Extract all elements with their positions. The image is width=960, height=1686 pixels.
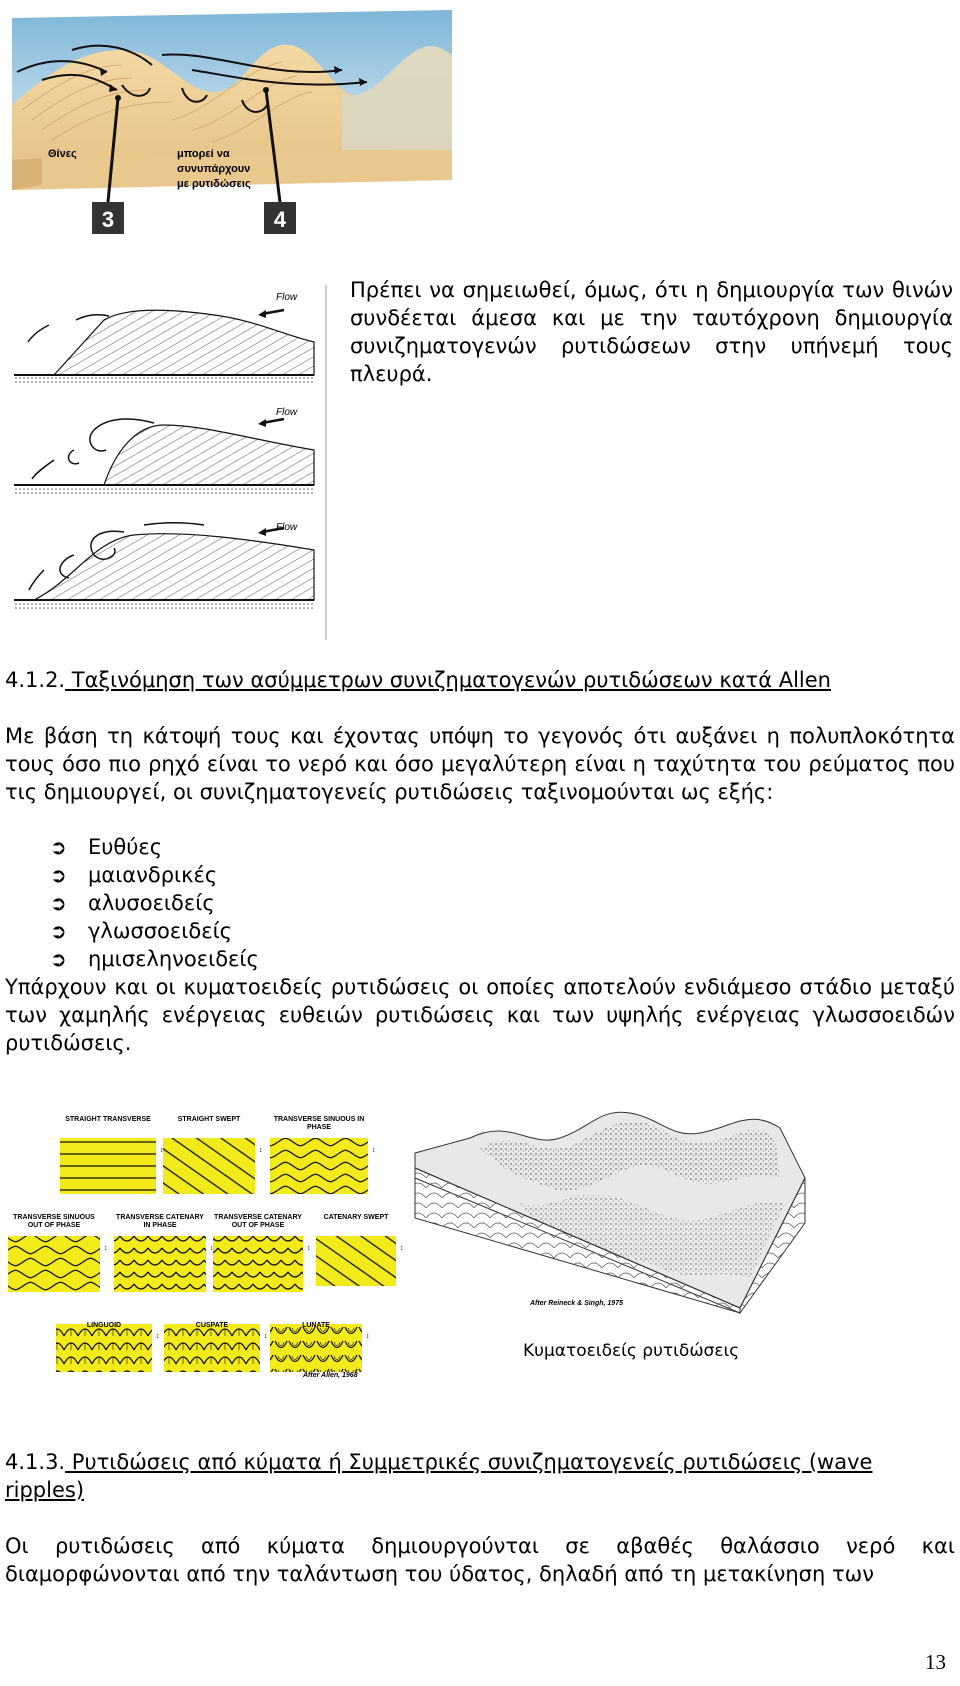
ripple-panel-label: TRANSVERSE CATENARY OUT OF PHASE — [214, 1214, 302, 1229]
ripple-panel-label: CUSPATE — [195, 1322, 229, 1329]
dune-illustration — [12, 10, 458, 242]
block-credit: After Reineck & Singh, 1975 — [530, 1300, 623, 1307]
flow-label-2: Flow — [276, 407, 298, 418]
page-number: 13 — [925, 1650, 946, 1674]
ripple-type-list — [50, 833, 259, 973]
flow-direction-icon: ↕ — [307, 1245, 311, 1252]
ripple-panel-label: STRAIGHT TRANSVERSE — [65, 1116, 151, 1123]
coexist-line-2: συνυπάρχουν — [177, 163, 251, 175]
flow-stage-3 — [14, 523, 314, 610]
list-item — [50, 945, 259, 973]
flow-stage-1 — [14, 310, 314, 385]
ripple-panel-label: STRAIGHT SWEPT — [177, 1116, 241, 1123]
section-412-heading — [5, 666, 955, 694]
flow-label-3: Flow — [276, 522, 298, 533]
section-412-paragraph: Με βάση τη κάτοψή τους και έχοντας υπόψη το γεγονός ότι αυξάνει η πολυπλοκότητα τους όσο πιο ρηχό είναι το νερό και όσο μεγαλύτερη είναι η ταχύτητα του ρεύματος που τις δημιουργεί, οι συνιζηματογενείς ρυτιδώσεις ταξινομούνται ως εξής: — [5, 724, 955, 804]
flow-direction-icon: ↕ — [372, 1147, 376, 1154]
ripple-panel-label: TRANSVERSE SINUOUS IN PHASE — [273, 1116, 365, 1131]
dune-figure — [12, 10, 458, 242]
flow-direction-icon: ↕ — [264, 1333, 268, 1340]
arrow-bullet-icon: ➲ — [50, 891, 67, 915]
ripple-block-illustration — [410, 1108, 810, 1313]
marker-4: 4 — [273, 207, 287, 232]
flow-direction-icon: ↕ — [366, 1333, 370, 1340]
list-item-label: αλυσοειδείς — [88, 891, 215, 915]
flow-direction-icon: ↕ — [259, 1147, 263, 1154]
flow-direction-icon: ↕ — [400, 1245, 404, 1252]
ripple-panel-label: CATENARY SWEPT — [323, 1214, 389, 1221]
list-item — [50, 833, 259, 861]
coexist-line-3: με ρυτιδώσεις — [177, 178, 251, 190]
coexist-label — [177, 147, 251, 192]
list-item-label: ημισεληνοειδείς — [88, 947, 259, 971]
allen-credit: After Allen, 1968 — [303, 1372, 358, 1379]
marker-3: 3 — [101, 207, 115, 232]
list-item — [50, 889, 259, 917]
ripple-panel-label: TRANSVERSE CATENARY IN PHASE — [116, 1214, 204, 1229]
flow-stage-2 — [14, 419, 314, 495]
arrow-bullet-icon: ➲ — [50, 919, 67, 943]
flow-illustration — [14, 280, 332, 640]
ripple-panel-label: LUNATE — [302, 1322, 330, 1329]
section-412-title: Ταξινόμηση των ασύμμετρων συνιζηματογενών ρυτιδώσεων κατά Allen — [71, 668, 831, 692]
block-caption: Κυματοειδείς ρυτιδώσεις — [523, 1341, 740, 1361]
allen-figure — [8, 1100, 404, 1385]
arrow-bullet-icon: ➲ — [50, 863, 67, 887]
list-item-label: γλωσσοειδείς — [88, 919, 232, 943]
list-item-label: Ευθύες — [88, 835, 163, 859]
section-413-paragraph: Οι ρυτιδώσεις από κύματα δημιουργούνται σε αβαθές θαλάσσιο νερό και διαμορφώνονται από την ταλάντωση του ύδατος, δηλαδή από τη μετακίνηση των — [5, 1534, 955, 1586]
section-412-number: 4.1.2. — [5, 668, 66, 692]
flow-direction-icon: ↕ — [156, 1333, 160, 1340]
intro-paragraph: Πρέπει να σημειωθεί, όμως, ότι η δημιουργία των θινών συνδέεται άμεσα και με την ταυτόχρονη δημιουργία συνιζηματογενών ρυτιδώσεων στην υπήνεμή τους πλευρά. — [350, 278, 953, 386]
section-413-title: Ρυτιδώσεις από κύματα ή Συμμετρικές συνιζηματογενείς ρυτιδώσεις (wave ripples) — [5, 1450, 873, 1502]
ripple-panel-label: LINGUOID — [86, 1322, 122, 1329]
list-item — [50, 861, 259, 889]
list-item-label: μαιανδρικές — [88, 863, 218, 887]
coexist-line-1: μπορεί να — [177, 148, 230, 160]
flow-direction-icon: ↕ — [104, 1245, 108, 1252]
flow-direction-icon: ↕ — [160, 1147, 164, 1154]
section-413-number: 4.1.3. — [5, 1450, 66, 1474]
flow-direction-icon: ↕ — [210, 1245, 214, 1252]
flow-label-1: Flow — [276, 292, 298, 303]
list-item — [50, 917, 259, 945]
section-413-heading — [5, 1448, 955, 1504]
dunes-label: Θίνες — [48, 148, 77, 160]
block-figure — [410, 1108, 810, 1313]
ripple-panel-label: TRANSVERSE SINUOUS OUT OF PHASE — [13, 1214, 95, 1229]
section-412-paragraph-2: Υπάρχουν και οι κυματοειδείς ρυτιδώσεις οι οποίες αποτελούν ενδιάμεσο στάδιο μεταξύ των χαμηλής ενέργειας ευθειών ρυτιδώσεις και των υψηλής ενέργειας γλωσσοειδών ρυτιδώσεις. — [5, 975, 955, 1055]
arrow-bullet-icon: ➲ — [50, 835, 67, 859]
arrow-bullet-icon: ➲ — [50, 947, 67, 971]
flow-figure — [14, 280, 332, 640]
